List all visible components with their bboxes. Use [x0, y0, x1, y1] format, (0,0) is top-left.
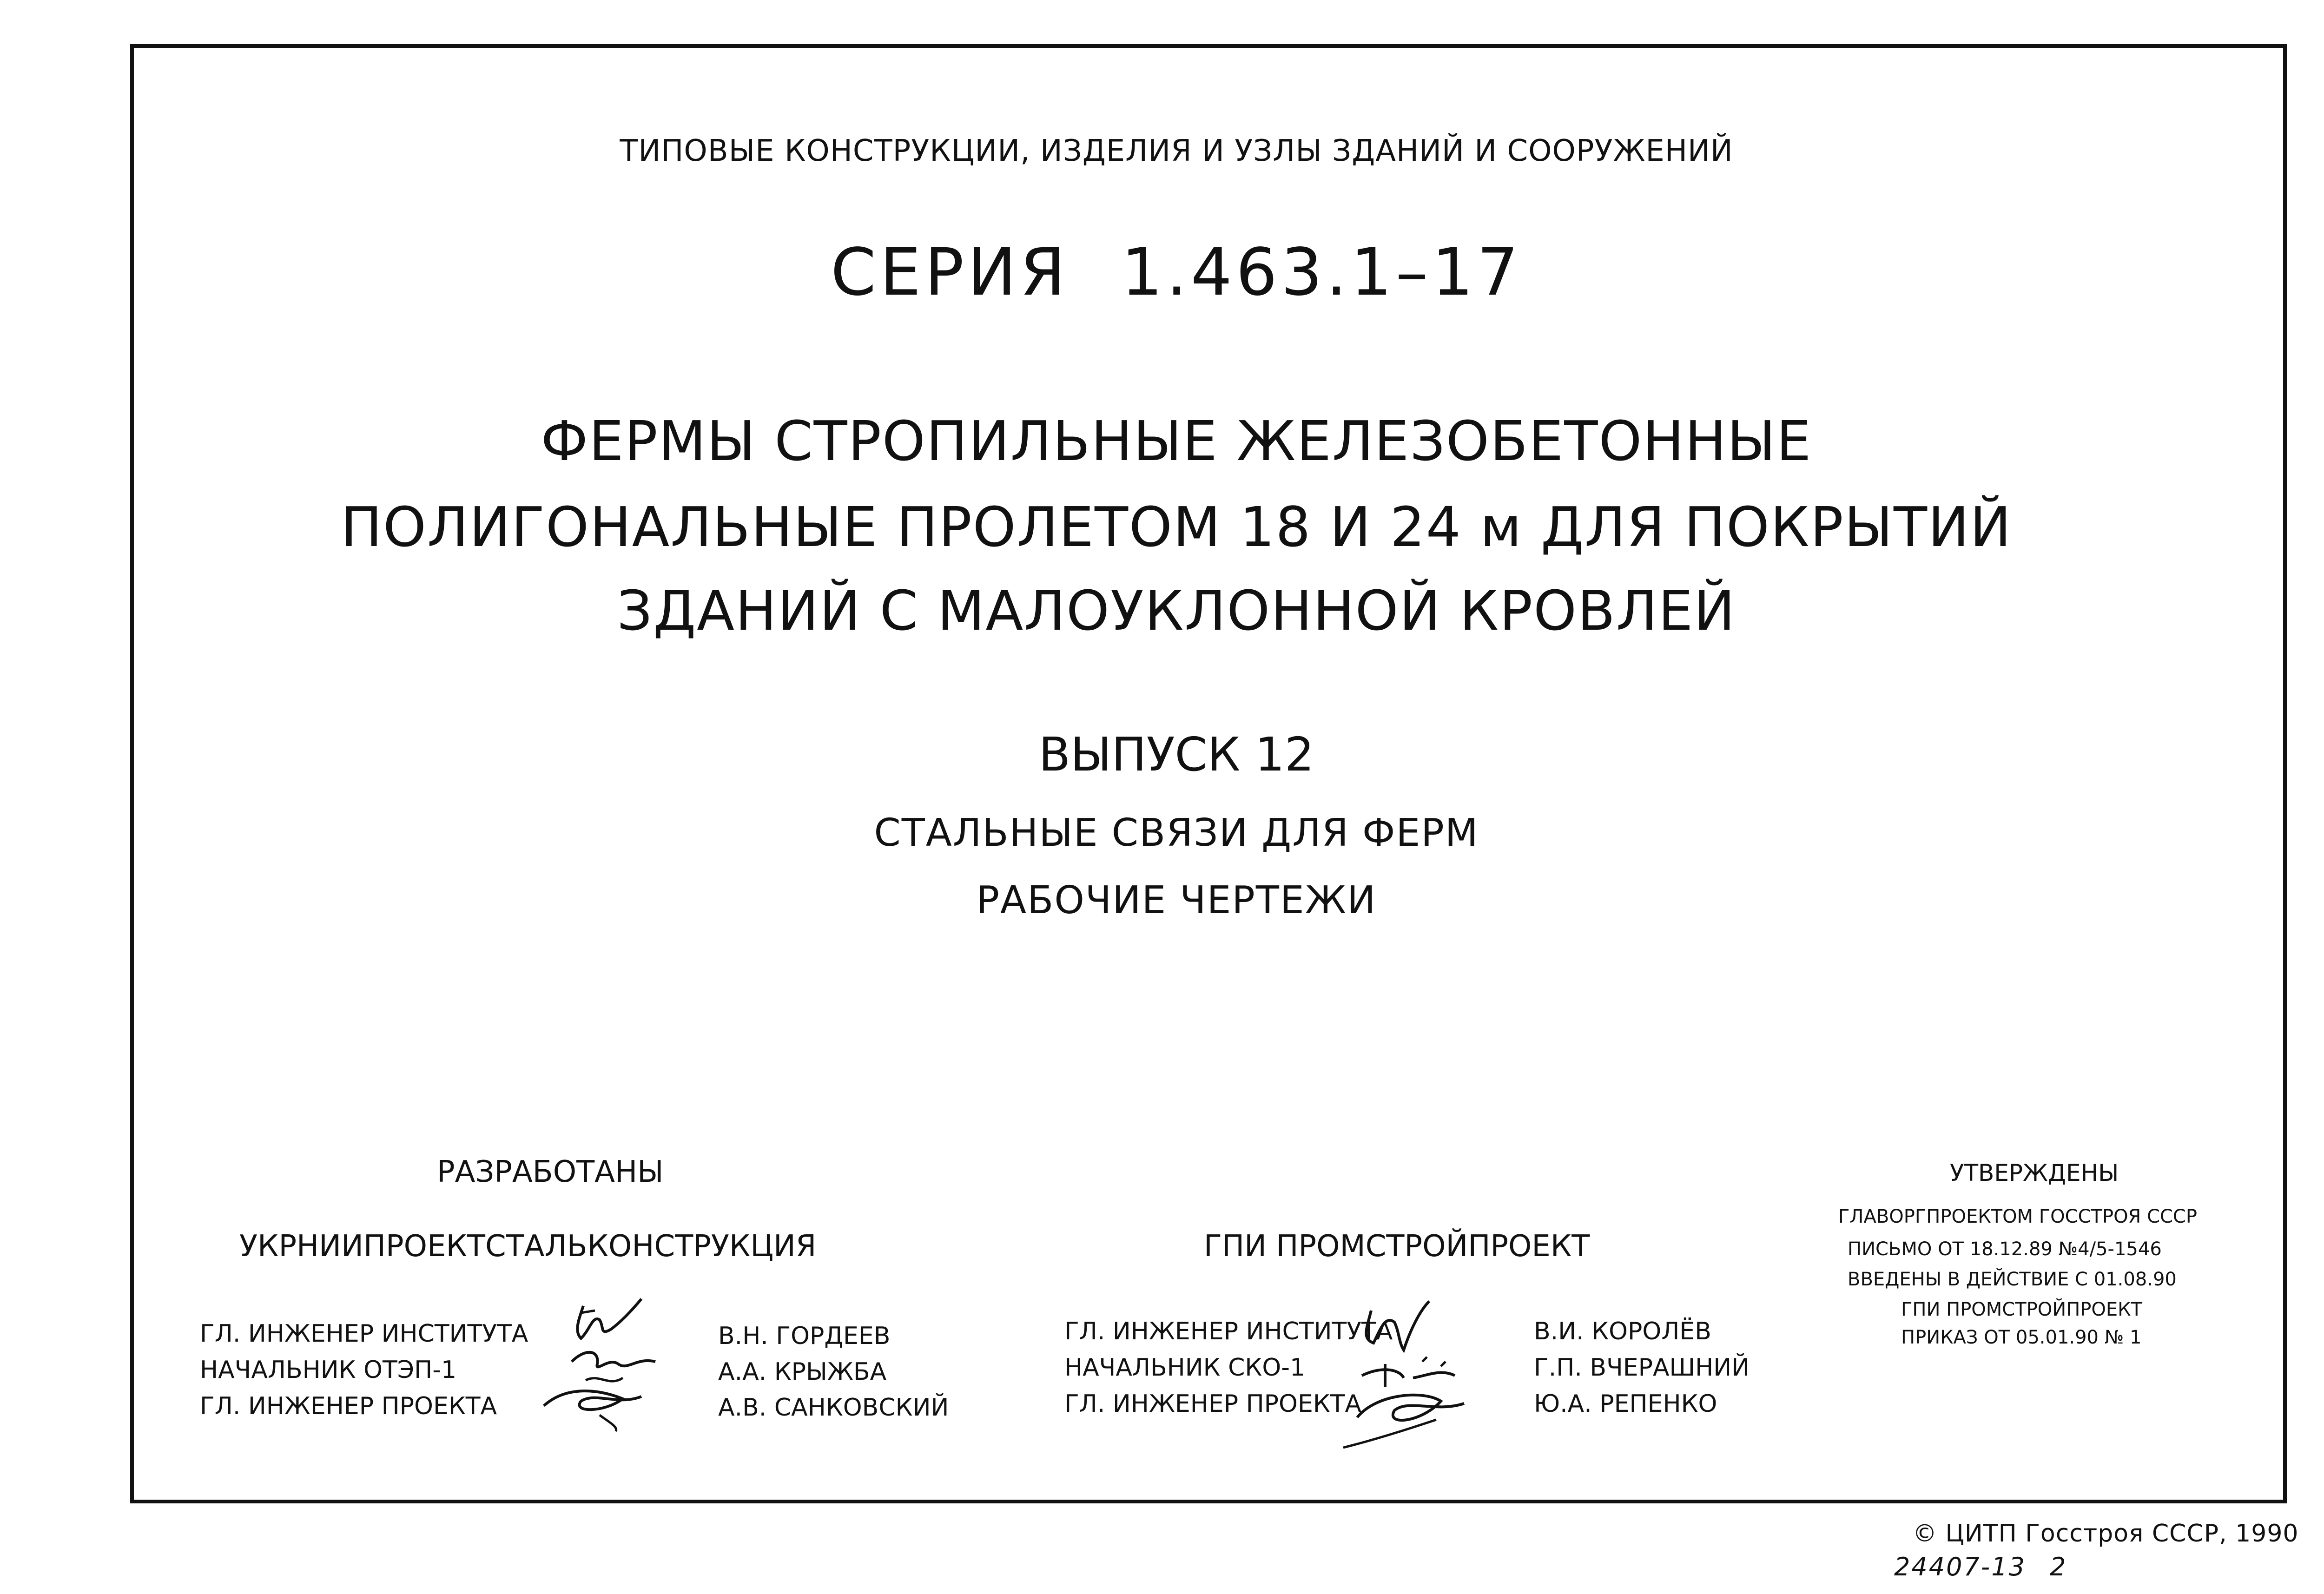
issue-kind: РАБОЧИЕ ЧЕРТЕЖИ	[976, 878, 1377, 922]
org1-person-3: А.В. САНКОВСКИЙ	[718, 1394, 949, 1422]
document-code: 24407-13	[1894, 1552, 2026, 1581]
issue-number: ВЫПУСК 12	[1038, 727, 1314, 782]
series-number: СЕРИЯ 1.463.1–17	[831, 235, 1522, 310]
title-line-2: ПОЛИГОНАЛЬНЫЕ ПРОЛЕТОМ 18 И 24 м ДЛЯ ПОКРЫТИЙ	[341, 495, 2012, 559]
org2-person-3: Ю.А. РЕПЕНКО	[1534, 1390, 1717, 1418]
developed-heading: РАЗРАБОТАНЫ	[437, 1155, 664, 1189]
org2-person-1: В.И. КОРОЛЁВ	[1534, 1317, 1711, 1345]
org2-position-1: ГЛ. ИНЖЕНЕР ИНСТИТУТА	[1064, 1317, 1393, 1345]
approved-line-5: ПРИКАЗ ОТ 05.01.90 № 1	[1901, 1327, 2142, 1348]
title-line-1: ФЕРМЫ СТРОПИЛЬНЫЕ ЖЕЛЕЗОБЕТОННЫЕ	[541, 409, 1812, 473]
issue-subject: СТАЛЬНЫЕ СВЯЗИ ДЛЯ ФЕРМ	[874, 811, 1479, 855]
approved-line-4: ГПИ ПРОМСТРОЙПРОЕКТ	[1901, 1299, 2142, 1320]
approved-line-2: ПИСЬМО ОТ 18.12.89 №4/5-1546	[1848, 1238, 2162, 1260]
copyright: © ЦИТП Госстроя СССР, 1990	[1913, 1520, 2299, 1548]
org2-signatures	[1329, 1287, 1506, 1464]
series-category: ТИПОВЫЕ КОНСТРУКЦИИ, ИЗДЕЛИЯ И УЗЛЫ ЗДАНИЙ И СООРУЖЕНИЙ	[620, 134, 1733, 168]
org1-position-1: ГЛ. ИНЖЕНЕР ИНСТИТУТА	[200, 1320, 528, 1348]
sheet-number: 2	[2050, 1552, 2067, 1581]
title-line-3: ЗДАНИЙ С МАЛОУКЛОННОЙ КРОВЛЕЙ	[617, 579, 1736, 643]
org1-person-1: В.Н. ГОРДЕЕВ	[718, 1322, 891, 1350]
org2-position-2: НАЧАЛЬНИК СКО-1	[1064, 1354, 1306, 1382]
org1-signatures	[530, 1287, 683, 1441]
org2-position-3: ГЛ. ИНЖЕНЕР ПРОЕКТА	[1064, 1390, 1362, 1418]
approved-heading: УТВЕРЖДЕНЫ	[1950, 1159, 2119, 1186]
org1-person-2: А.А. КРЫЖБА	[718, 1358, 887, 1386]
org1-position-2: НАЧАЛЬНИК ОТЭП-1	[200, 1356, 457, 1384]
org2-person-2: Г.П. ВЧЕРАШНИЙ	[1534, 1354, 1750, 1382]
org2-name: ГПИ ПРОМСТРОЙПРОЕКТ	[1204, 1229, 1590, 1264]
approved-line-1: ГЛАВОРГПРОЕКТОМ ГОССТРОЯ СССР	[1838, 1206, 2197, 1227]
org1-position-3: ГЛ. ИНЖЕНЕР ПРОЕКТА	[200, 1392, 497, 1420]
approved-line-3: ВВЕДЕНЫ В ДЕЙСТВИЕ С 01.08.90	[1848, 1269, 2177, 1290]
org1-name: УКРНИИПРОЕКТСТАЛЬКОНСТРУКЦИЯ	[239, 1229, 817, 1264]
